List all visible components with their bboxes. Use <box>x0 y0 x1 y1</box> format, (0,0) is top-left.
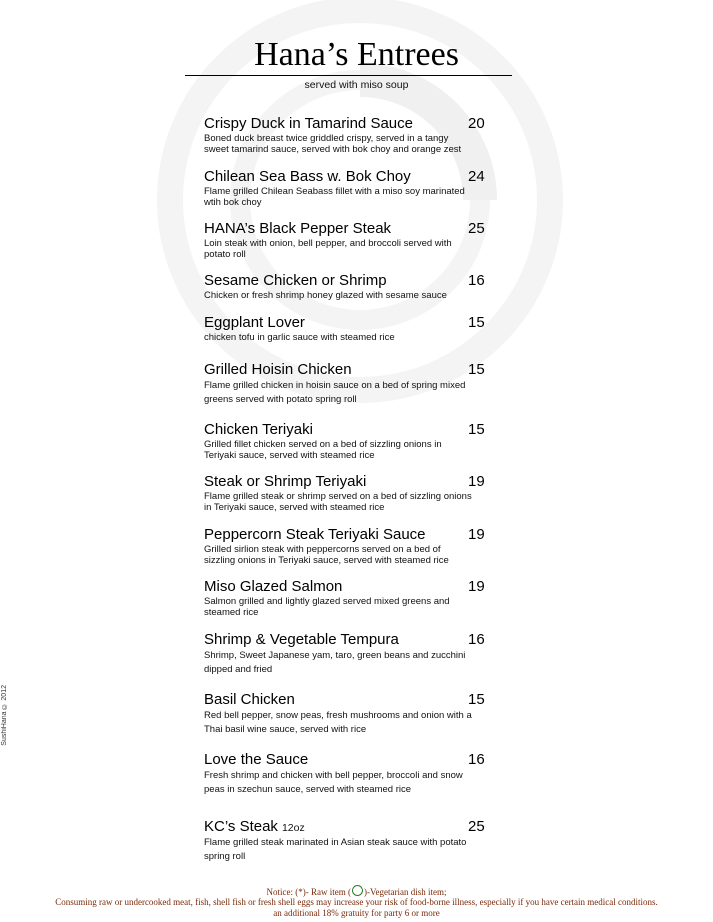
item-description: Chicken or fresh shrimp honey glazed with sesame sauce <box>204 290 447 301</box>
item-price: 19 <box>468 578 485 595</box>
item-description: Flame grilled steak marinated in Asian steak sauce with potato spring roll <box>204 837 467 862</box>
item-price: 25 <box>468 220 485 237</box>
menu-item <box>204 272 494 301</box>
menu-item <box>204 421 494 461</box>
page-subtitle: served with miso soup <box>304 79 409 91</box>
menu-item <box>204 361 494 407</box>
item-price: 24 <box>468 168 485 185</box>
item-name: Eggplant Lover <box>204 314 305 331</box>
item-price: 15 <box>468 691 485 708</box>
item-price: 15 <box>468 361 485 378</box>
footer-warning: Consuming raw or undercooked meat, fish, shell fish or fresh shell eggs may increase your risk of food-borne illness, especially if you have certain medical conditions. <box>55 897 658 907</box>
item-name: Sesame Chicken or Shrimp <box>204 272 387 289</box>
item-name: Love the Sauce <box>204 751 309 768</box>
footer-gratuity: an additional 18% gratuity for party 6 or more <box>273 908 440 918</box>
menu-item <box>204 115 494 155</box>
title-divider <box>185 75 512 76</box>
item-description: Boned duck breast twice griddled crispy, served in a tangy sweet tamarind sauce, served with bok choy and orange zest <box>204 133 462 155</box>
item-name: Chilean Sea Bass w. Bok Choy <box>204 168 411 185</box>
menu-item <box>204 473 494 513</box>
menu-item <box>204 168 494 208</box>
item-name: Peppercorn Steak Teriyaki Sauce <box>204 526 426 543</box>
menu-item <box>204 220 494 260</box>
item-description: Grilled sirlion steak with peppercorns served on a bed of sizzling onions in Teriyaki sauce, served with steamed rice <box>204 544 449 566</box>
notice-text-start: Notice: (*)- Raw item ( <box>266 887 351 897</box>
item-description: Flame grilled Chilean Seabass fillet with a miso soy marinated wtih bok choy <box>204 186 465 208</box>
item-name: KC’s Steak <box>204 818 278 835</box>
item-description: Shrimp, Sweet Japanese yam, taro, green beans and zucchini dipped and fried <box>204 650 466 675</box>
menu-item <box>204 691 494 737</box>
menu-item <box>204 578 494 618</box>
item-description: Flame grilled chicken in hoisin sauce on a bed of spring mixed greens served with potato spring roll <box>204 380 466 405</box>
item-price: 15 <box>468 421 485 438</box>
item-size: 12oz <box>281 822 305 834</box>
item-price: 19 <box>468 473 485 490</box>
item-name: Crispy Duck in Tamarind Sauce <box>204 115 413 132</box>
footer-notice <box>0 885 713 897</box>
item-description: Fresh shrimp and chicken with bell pepper, broccoli and snow peas in szechun sauce, served with steamed rice <box>204 770 463 795</box>
notice-text-end: )-Vegetarian dish item; <box>364 887 447 897</box>
item-name: Miso Glazed Salmon <box>204 578 343 595</box>
menu-item <box>204 631 494 677</box>
item-description: Flame grilled steak or shrimp served on a bed of sizzling onions in Teriyaki sauce, served with steamed rice <box>204 491 472 513</box>
item-price: 16 <box>468 631 485 648</box>
vegetarian-icon <box>352 885 363 896</box>
item-price: 15 <box>468 314 485 331</box>
menu-item <box>204 751 494 797</box>
item-description: Red bell pepper, snow peas, fresh mushrooms and onion with a Thai basil wine sauce, served with rice <box>204 710 472 735</box>
item-description: chicken tofu in garlic sauce with steamed rice <box>204 332 395 343</box>
item-price: 25 <box>468 818 485 835</box>
item-name: HANA’s Black Pepper Steak <box>204 220 392 237</box>
item-price: 19 <box>468 526 485 543</box>
item-name: Grilled Hoisin Chicken <box>204 361 352 378</box>
item-description: Loin steak with onion, bell pepper, and broccoli served with potato roll <box>204 238 452 260</box>
item-description: Salmon grilled and lightly glazed served mixed greens and steamed rice <box>204 596 450 618</box>
item-name: Chicken Teriyaki <box>204 421 313 438</box>
copyright-credit: SushiHana © 2012 <box>1 685 8 746</box>
page-title: Hana’s Entrees <box>254 36 459 73</box>
menu-item <box>204 818 494 864</box>
menu-item <box>204 526 494 566</box>
item-price: 16 <box>468 272 485 289</box>
item-name: Steak or Shrimp Teriyaki <box>204 473 367 490</box>
menu-item <box>204 314 494 343</box>
item-price: 20 <box>468 115 485 132</box>
item-name: Basil Chicken <box>204 691 295 708</box>
item-price: 16 <box>468 751 485 768</box>
item-name: Shrimp & Vegetable Tempura <box>204 631 399 648</box>
item-description: Grilled fillet chicken served on a bed of sizzling onions in Teriyaki sauce, served with steamed rice <box>204 439 442 461</box>
